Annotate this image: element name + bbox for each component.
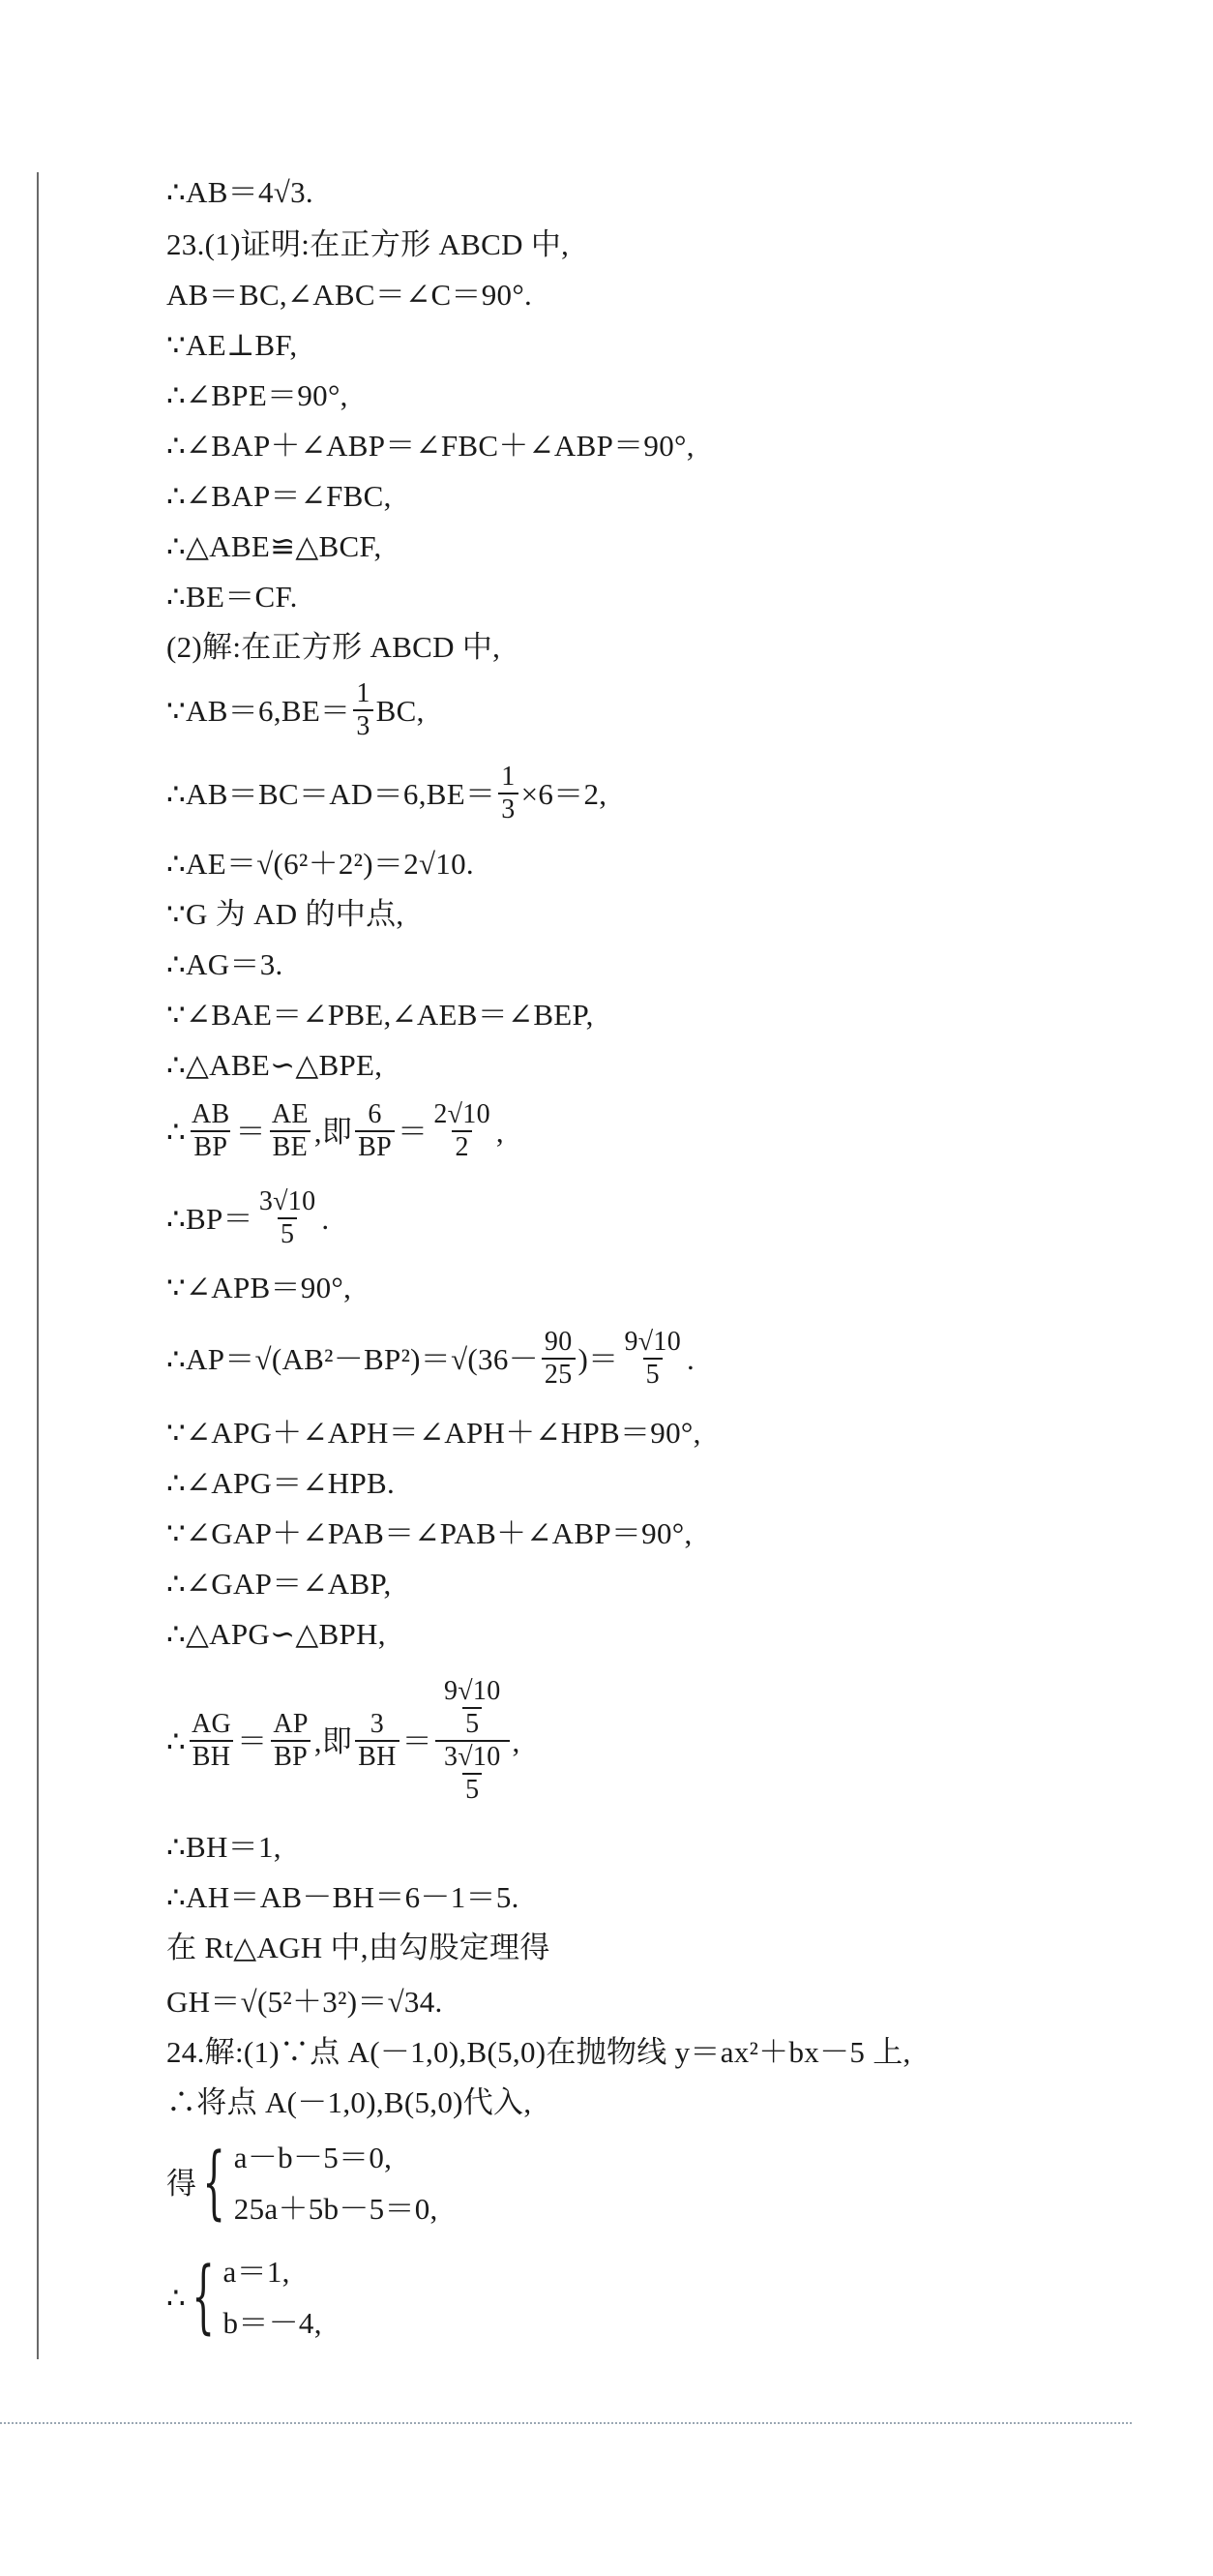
equation-row: 25a＋5b－5＝0, <box>233 2192 438 2226</box>
fraction <box>355 1711 399 1771</box>
line-text: ∴∠BPE＝90°, <box>166 377 348 412</box>
line-14 <box>166 894 403 933</box>
line-34 <box>166 2135 438 2232</box>
line-text: (2)解:在正方形 ABCD 中, <box>166 629 501 664</box>
left-brace: { <box>202 2137 226 2229</box>
numerator <box>435 1678 510 1740</box>
line-30 <box>166 1928 550 1966</box>
numerator: 1 <box>356 678 370 708</box>
line-text: ∴△APG∽△BPH, <box>166 1616 386 1651</box>
line-text: ,即 <box>313 1114 353 1149</box>
line-text: . <box>321 1201 330 1236</box>
line-text: GH＝√(5²＋3²)＝√34. <box>166 1984 443 2019</box>
line-text: ∴ <box>166 1114 187 1149</box>
denominator: 3 <box>498 793 518 824</box>
line-text: ∵G 为 AD 的中点, <box>166 896 404 931</box>
fraction <box>270 1711 311 1771</box>
numerator: 9√10 <box>443 1676 501 1706</box>
fraction <box>430 1101 493 1161</box>
left-brace: { <box>192 2251 216 2343</box>
line-text: ∴BH＝1, <box>166 1829 281 1864</box>
left-margin-rule <box>37 172 39 2359</box>
line-10 <box>166 627 500 666</box>
numerator: AB <box>192 1099 230 1129</box>
line-15 <box>166 944 283 983</box>
numerator: AG <box>192 1709 232 1739</box>
fraction <box>189 1711 234 1771</box>
line-3 <box>166 275 532 314</box>
line-9 <box>166 577 298 615</box>
denominator: BH <box>190 1740 234 1771</box>
line-text: 23.(1)证明:在正方形 ABCD 中, <box>166 226 570 261</box>
line-28 <box>166 1827 281 1866</box>
line-text: ＝ <box>235 1114 266 1149</box>
fraction <box>621 1329 684 1389</box>
line-text: ∴ <box>166 2280 187 2315</box>
line-text: 得 <box>166 2166 197 2201</box>
numerator: 1 <box>501 762 516 792</box>
line-31 <box>166 1980 443 2022</box>
equation-row: a＝1, <box>222 2255 290 2289</box>
line-text: ∵∠APB＝90°, <box>166 1270 352 1304</box>
fraction <box>189 1101 233 1161</box>
line-text: ∵∠GAP＋∠PAB＝∠PAB＋∠ABP＝90°, <box>166 1515 693 1550</box>
line-16 <box>166 995 594 1033</box>
fraction <box>355 1101 395 1161</box>
line-17 <box>166 1045 382 1084</box>
line-32 <box>166 2032 911 2071</box>
line-text: ∴∠APG＝∠HPB. <box>166 1465 396 1500</box>
numerator: 3 <box>370 1709 385 1739</box>
line-text: ∴∠BAP＋∠ABP＝∠FBC＋∠ABP＝90°, <box>166 428 695 463</box>
line-21 <box>166 1320 695 1397</box>
line-18 <box>166 1093 504 1169</box>
bottom-dotted-rule <box>0 2422 1132 2424</box>
line-35 <box>166 2249 322 2346</box>
equation-row: b＝－4, <box>222 2306 322 2340</box>
line-text: ∵AE⊥BF, <box>166 327 298 362</box>
line-26 <box>166 1614 386 1653</box>
denominator <box>435 1740 510 1804</box>
denominator: 25 <box>542 1358 576 1389</box>
line-4 <box>166 325 298 364</box>
equation-system <box>186 2251 322 2343</box>
line-text: ∴AB＝BC＝AD＝6,BE＝ <box>166 776 496 811</box>
fraction <box>542 1329 576 1389</box>
line-7 <box>166 476 392 515</box>
denominator: BP <box>355 1130 395 1161</box>
numerator: 3√10 <box>258 1186 316 1216</box>
denominator: BH <box>355 1740 399 1771</box>
numerator: AP <box>273 1709 309 1739</box>
fraction <box>256 1188 319 1248</box>
line-text: 在 Rt△AGH 中,由勾股定理得 <box>166 1930 550 1964</box>
line-25 <box>166 1564 392 1603</box>
denominator: BP <box>271 1740 311 1771</box>
numerator: 90 <box>544 1327 573 1357</box>
fraction <box>498 764 518 824</box>
denominator: 3 <box>353 709 372 740</box>
line-text: ∵∠BAE＝∠PBE,∠AEB＝∠BEP, <box>166 997 594 1032</box>
line-12 <box>166 759 606 828</box>
line-5 <box>166 375 348 414</box>
fraction <box>441 1744 504 1804</box>
line-text: ∴AH＝AB－BH＝6－1＝5. <box>166 1879 519 1914</box>
denominator: BE <box>270 1130 311 1161</box>
numerator: 2√10 <box>433 1099 490 1129</box>
line-29 <box>166 1877 519 1916</box>
line-text: ∴AB＝4√3. <box>166 174 313 209</box>
fraction <box>353 680 372 740</box>
line-24 <box>166 1513 693 1552</box>
line-text: ∴BE＝CF. <box>166 579 298 614</box>
line-33 <box>166 2082 531 2121</box>
line-text: ＝ <box>237 1723 268 1758</box>
line-text: . <box>687 1341 695 1376</box>
compound-fraction <box>435 1678 510 1804</box>
line-text: BC, <box>375 693 425 728</box>
denominator: 5 <box>643 1358 663 1389</box>
fraction <box>269 1101 311 1161</box>
line-text: ∴△ABE∽△BPE, <box>166 1047 383 1082</box>
denominator: 5 <box>462 1707 482 1738</box>
line-text: ∴∠BAP＝∠FBC, <box>166 478 392 513</box>
line-8 <box>166 526 382 565</box>
line-text: ∴AG＝3. <box>166 946 283 981</box>
line-6 <box>166 426 695 464</box>
line-11 <box>166 675 425 745</box>
denominator: BP <box>191 1130 230 1161</box>
equation-system <box>196 2137 438 2229</box>
line-text: ×6＝2, <box>520 776 607 811</box>
line-text: ＝ <box>398 1114 429 1149</box>
line-text: ∴AP＝√(AB²－BP²)＝√(36－ <box>166 1341 539 1376</box>
denominator: 2 <box>452 1130 471 1161</box>
line-1 <box>166 172 313 211</box>
line-text: AB＝BC,∠ABC＝∠C＝90°. <box>166 277 533 312</box>
line-text: ∵AB＝6,BE＝ <box>166 693 351 728</box>
fraction <box>441 1678 504 1738</box>
line-22 <box>166 1413 701 1452</box>
line-19 <box>166 1181 329 1256</box>
line-text: ∴BP＝ <box>166 1201 253 1236</box>
numerator: 6 <box>368 1099 382 1129</box>
numerator: AE <box>271 1099 309 1129</box>
line-20 <box>166 1268 351 1306</box>
line-text: , <box>495 1114 504 1149</box>
line-text: ＝ <box>401 1723 432 1758</box>
line-text: ∵∠APG＋∠APH＝∠APH＋∠HPB＝90°, <box>166 1415 701 1450</box>
line-27 <box>166 1668 520 1813</box>
line-23 <box>166 1463 395 1502</box>
equation-row: a－b－5＝0, <box>233 2141 393 2174</box>
line-text: 24.解:(1)∵点 A(－1,0),B(5,0)在抛物线 y＝ax²＋bx－5 上, <box>166 2034 911 2069</box>
line-text: ,即 <box>313 1723 353 1758</box>
system-rows <box>223 2257 322 2338</box>
numerator: 3√10 <box>443 1742 501 1772</box>
line-text: ∴将点 A(－1,0),B(5,0)代入, <box>166 2084 532 2119</box>
numerator: 9√10 <box>624 1327 682 1357</box>
system-rows <box>234 2142 438 2224</box>
line-text: , <box>512 1723 520 1758</box>
denominator: 5 <box>462 1773 482 1804</box>
line-2 <box>166 225 569 263</box>
line-13 <box>166 842 474 884</box>
line-text: ∴AE＝√(6²＋2²)＝2√10. <box>166 846 474 881</box>
line-text: ∴ <box>166 1723 187 1758</box>
line-text: )＝ <box>577 1341 619 1376</box>
line-text: ∴△ABE≌△BCF, <box>166 528 382 563</box>
denominator: 5 <box>278 1217 297 1248</box>
line-text: ∴∠GAP＝∠ABP, <box>166 1566 392 1601</box>
